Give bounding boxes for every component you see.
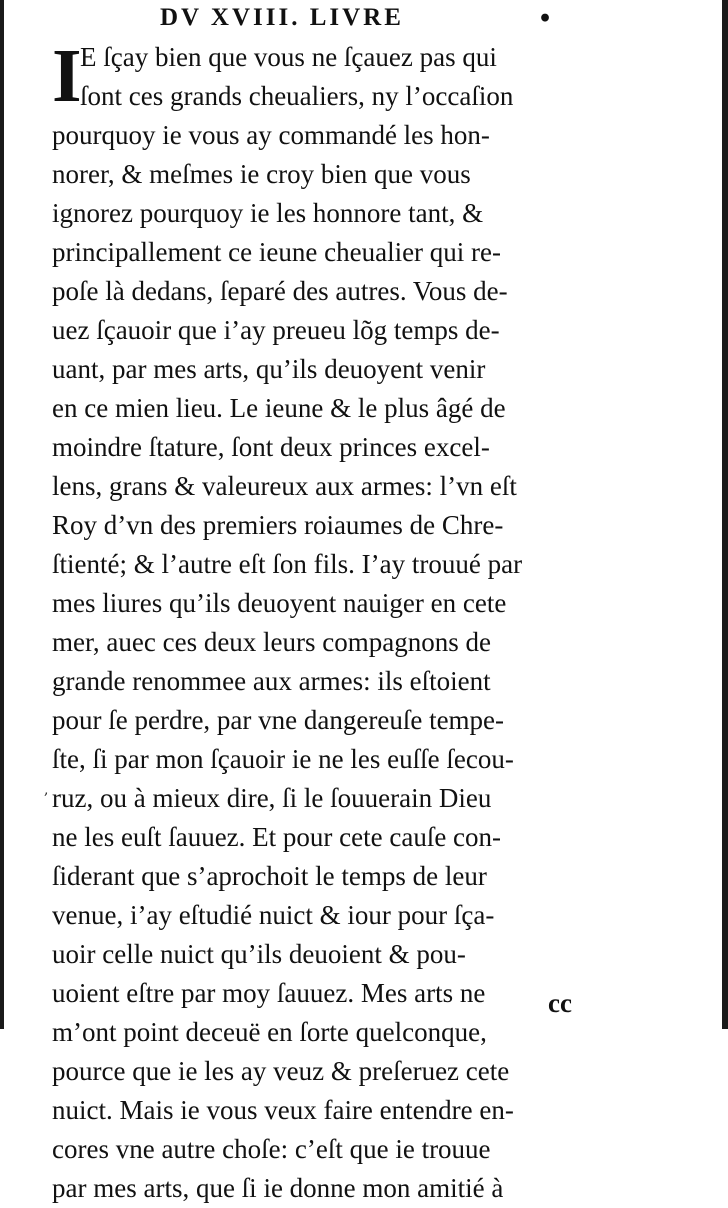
- catchword: cc: [548, 988, 572, 1018]
- text-line: Roy d’vn des premiers roiaumes de Chre-: [52, 510, 504, 540]
- text-line: poſe là dedans, ſeparé des autres. Vous de-: [52, 276, 508, 306]
- text-line: principallement ce ieune cheualier qui re-: [52, 237, 502, 267]
- text-line: venue, i’ay eſtudié nuict & iour pour ſça-: [52, 900, 495, 930]
- text-line: pourquoy ie vous ay commandé les hon-: [52, 120, 490, 150]
- text-line: par mes arts, que ſi ie donne mon amitié à: [52, 1173, 504, 1203]
- text-line: norer, & meſmes ie croy bien que vous: [52, 159, 471, 189]
- text-line: ruz, ou à mieux dire, ſi le ſouuerain Dieu: [52, 783, 492, 813]
- text-line: uant, par mes arts, qu’ils deuoyent venir: [52, 354, 486, 384]
- left-page-edge: [0, 0, 4, 1029]
- drop-initial: I: [52, 34, 82, 118]
- text-line: en ce mien lieu. Le ieune & le plus âgé de: [52, 393, 506, 423]
- text-line: grande renommee aux armes: ils eſtoient: [52, 666, 491, 696]
- text-line: moindre ſtature, ſont deux princes excel-: [52, 432, 490, 462]
- text-line: ſont ces grands cheualiers, ny l’occaſion: [80, 81, 514, 111]
- text-line: uez ſçauoir que i’ay preueu lõg temps de-: [52, 315, 500, 345]
- initial-lines: [52, 34, 592, 118]
- text-line: ſte, ſi par mon ſçauoir ie ne les euſſe ſecou-: [52, 744, 514, 774]
- margin-ink-mark: ,: [44, 782, 49, 798]
- text-line: pource que ie les ay veuz & preſeruez cete: [52, 1056, 510, 1086]
- text-line: ſtienté; & l’autre eſt ſon fils. I’ay trouué par: [52, 549, 523, 579]
- text-line: uoient eſtre par moy ſauuez. Mes arts ne: [52, 978, 486, 1008]
- text-line: cores vne autre choſe: c’eſt que ie trouue: [52, 1134, 491, 1164]
- text-line: pour ſe perdre, par vne dangereuſe tempe-: [52, 705, 505, 735]
- text-line: mes liures qu’ils deuoyent nauiger en cete: [52, 588, 507, 618]
- right-page-edge: [722, 0, 728, 1029]
- body-text: [52, 34, 592, 1208]
- text-line: ſiderant que s’aprochoit le temps de leur: [52, 861, 487, 891]
- text-line: mer, auec ces deux leurs compagnons de: [52, 627, 492, 657]
- text-line: ne les euſt ſauuez. Et pour cete cauſe con-: [52, 822, 502, 852]
- text-line: E ſçay bien que vous ne ſçauez pas qui: [80, 42, 497, 72]
- text-line: m’ont point deceuë en ſorte quelconque,: [52, 1017, 487, 1047]
- text-line: lens, grans & valeureux aux armes: l’vn eſt: [52, 471, 517, 501]
- running-title: DV XVIII. LIVRE: [160, 4, 404, 31]
- text-line: nuict. Mais ie vous veux faire entendre en-: [52, 1095, 514, 1125]
- text-line: ignorez pourquoy ie les honnore tant, &: [52, 198, 484, 228]
- header-ornament: •: [538, 6, 553, 32]
- text-line: uoir celle nuict qu’ils deuoient & pou-: [52, 939, 466, 969]
